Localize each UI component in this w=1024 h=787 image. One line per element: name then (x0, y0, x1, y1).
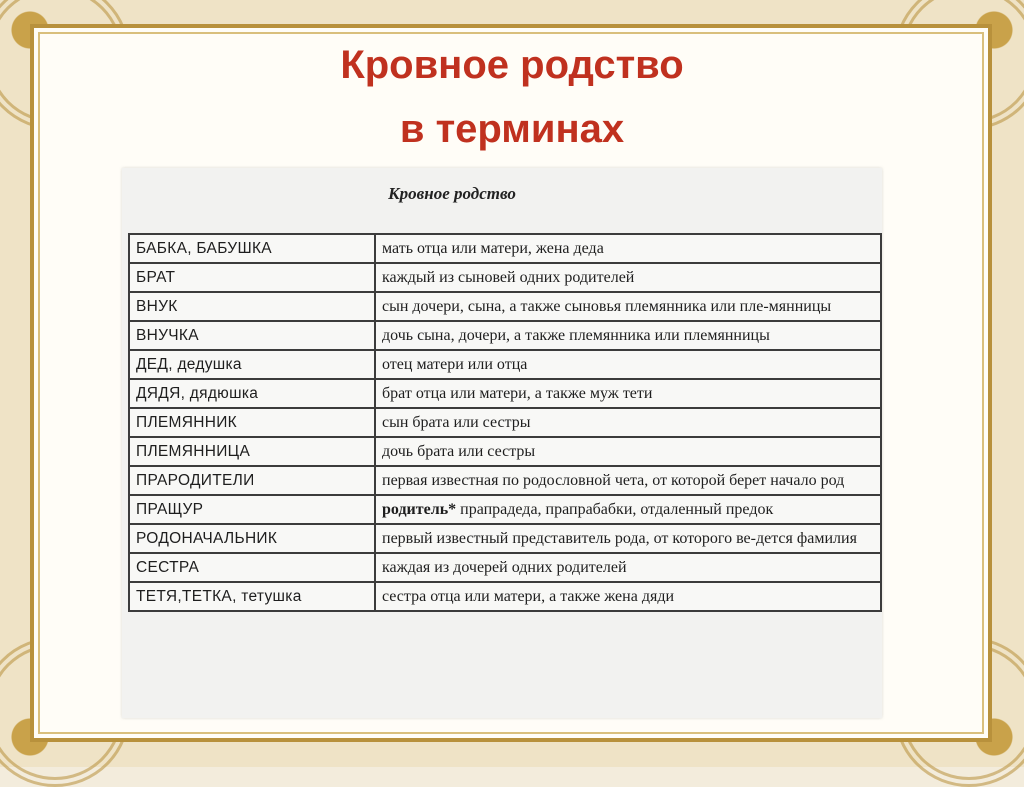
kinship-definition: брат отца или матери, а также муж тети (375, 379, 881, 408)
kinship-term: ПРАЩУР (129, 495, 375, 524)
kinship-term: ПЛЕМЯННИК (129, 408, 375, 437)
kinship-term: ПРАРОДИТЕЛИ (129, 466, 375, 495)
kinship-definition: отец матери или отца (375, 350, 881, 379)
slide-title-line-2: в терминах (399, 107, 625, 151)
kinship-definition: дочь брата или сестры (375, 437, 881, 466)
kinship-term: БРАТ (129, 263, 375, 292)
kinship-term: ВНУЧКА (129, 321, 375, 350)
kinship-term: ДЯДЯ, дядюшка (129, 379, 375, 408)
kinship-term: ТЕТЯ,ТЕТКА, тетушка (129, 582, 375, 611)
definition-emphasis: родитель* (382, 501, 457, 518)
kinship-definition: каждая из дочерей одних родителей (375, 553, 881, 582)
table-row (129, 437, 881, 466)
table-row (129, 379, 881, 408)
table-row (129, 292, 881, 321)
table-row (129, 524, 881, 553)
kinship-definition: первая известная по родословной чета, от которой берет начало род (375, 466, 881, 495)
table-row (129, 263, 881, 292)
table-row (129, 582, 881, 611)
kinship-definition: сын дочери, сына, а также сыновья племянника или пле-мянницы (375, 292, 881, 321)
kinship-definition: дочь сына, дочери, а также племянника или племянницы (375, 321, 881, 350)
table-caption: Кровное родство (388, 184, 516, 203)
table-row (129, 234, 881, 263)
kinship-definition: мать отца или матери, жена деда (375, 234, 881, 263)
kinship-table (128, 233, 882, 612)
table-row (129, 466, 881, 495)
kinship-term: БАБКА, БАБУШКА (129, 234, 375, 263)
table-row (129, 495, 881, 524)
table-row (129, 350, 881, 379)
kinship-term: СЕСТРА (129, 553, 375, 582)
kinship-definition: каждый из сыновей одних родителей (375, 263, 881, 292)
kinship-definition (375, 495, 881, 524)
kinship-definition: первый известный представитель рода, от которого ве-дется фамилия (375, 524, 881, 553)
kinship-term: ДЕД, дедушка (129, 350, 375, 379)
table-row (129, 553, 881, 582)
table-row (129, 321, 881, 350)
kinship-term: ПЛЕМЯННИЦА (129, 437, 375, 466)
kinship-definition: сестра отца или матери, а также жена дяди (375, 582, 881, 611)
kinship-definition: сын брата или сестры (375, 408, 881, 437)
kinship-term: РОДОНАЧАЛЬНИК (129, 524, 375, 553)
definition-text: прапрадеда, прапрабабки, отдаленный предок (456, 501, 774, 518)
kinship-term: ВНУК (129, 292, 375, 321)
table-row (129, 408, 881, 437)
slide-title-line-1: Кровное родство (340, 43, 684, 87)
